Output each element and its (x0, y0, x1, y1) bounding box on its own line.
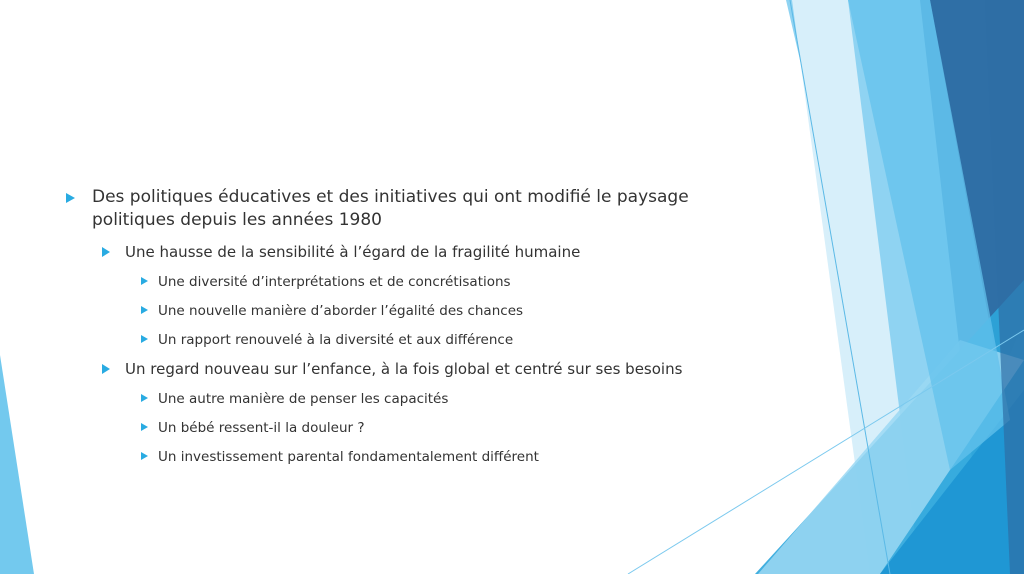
bullet-level-3 (141, 448, 721, 466)
bullet-text: Une hausse de la sensibilité à l’égard de la fragilité humaine (125, 243, 581, 261)
bullet-arrow-icon (141, 452, 148, 460)
bullet-level-2 (102, 359, 722, 379)
bullet-level-3 (141, 331, 721, 349)
bullet-text: Une nouvelle manière d’aborder l’égalité des chances (158, 303, 524, 319)
bullet-level-3 (141, 273, 721, 291)
bullet-level-2 (102, 242, 722, 262)
bullet-text: Des politiques éducatives et des initiatives qui ont modifié le paysage politiques depuis les années 1980 (92, 187, 689, 230)
bullet-arrow-icon (102, 364, 110, 374)
bullet-text: Un bébé ressent-il la douleur ? (158, 420, 365, 436)
bullet-arrow-icon (141, 394, 148, 402)
bullet-arrow-icon (141, 306, 148, 314)
bullet-text: Une autre manière de penser les capacités (158, 391, 449, 407)
bullet-arrow-icon (141, 423, 148, 431)
bullet-arrow-icon (66, 193, 75, 203)
bullet-level-3 (141, 390, 721, 408)
bullet-text: Un investissement parental fondamentalement différent (158, 449, 539, 465)
bullet-arrow-icon (102, 247, 110, 257)
bullet-arrow-icon (141, 277, 148, 285)
bullet-text: Une diversité d’interprétations et de concrétisations (158, 274, 511, 290)
bullet-level-1 (66, 186, 726, 232)
bullet-text: Un rapport renouvelé à la diversité et aux différence (158, 332, 514, 348)
bullet-text: Un regard nouveau sur l’enfance, à la fois global et centré sur ses besoins (125, 360, 683, 378)
bullet-level-3 (141, 302, 721, 320)
bullet-arrow-icon (141, 335, 148, 343)
bullet-level-3 (141, 419, 721, 437)
